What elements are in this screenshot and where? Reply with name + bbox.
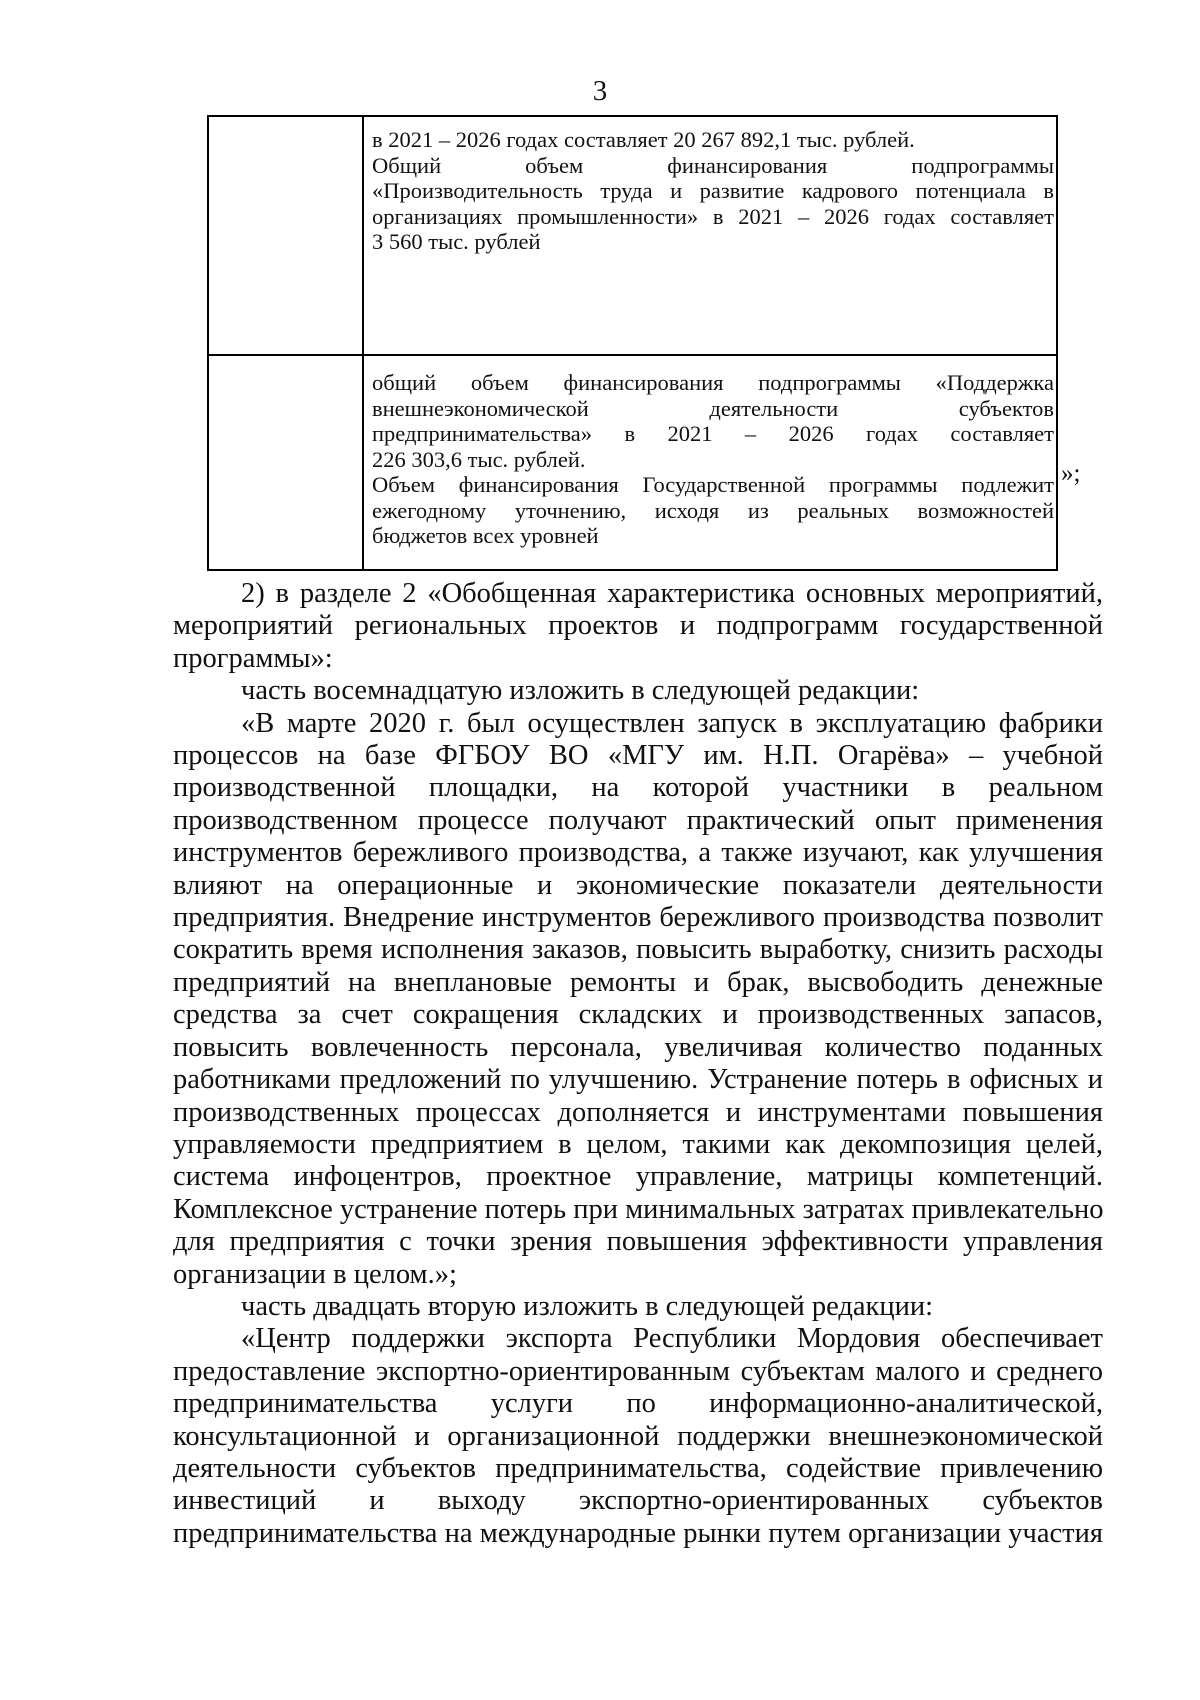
table-column-divider	[362, 115, 364, 571]
paragraph-line: мероприятий региональных проектов и подпрограмм государственной	[173, 610, 1103, 642]
paragraph-line: предпринимательства на международные рынки путем организации участия	[173, 1517, 1103, 1549]
paragraph-line: повысить вовлеченность персонала, увеличивая количество поданных	[173, 1031, 1103, 1063]
document-body	[173, 578, 1103, 1550]
paragraph-line: часть двадцать вторую изложить в следующей редакции:	[241, 1290, 934, 1322]
paragraph-line: предоставление экспортно-ориентированным субъектам малого и среднего	[173, 1355, 1103, 1387]
paragraph-line: Комплексное устранение потерь при минимальных затратах привлекательно	[173, 1193, 1104, 1225]
paragraph-line: процессов на базе ФГБОУ ВО «МГУ им. Н.П. Огарёва» – учебной	[173, 740, 1103, 772]
paragraph-line: сократить время исполнения заказов, повысить выработку, снизить расходы	[173, 934, 1103, 966]
paragraph-line: организации в целом.»;	[173, 1258, 457, 1290]
paragraph-line: средства за счет сокращения складских и производственных запасов,	[173, 999, 1103, 1031]
page-number: 3	[592, 75, 608, 107]
paragraph-line: предприятия. Внедрение инструментов бережливого производства позволит	[173, 902, 1103, 934]
table-row-1-line: в 2021 – 2026 годах составляет 20 267 892,1 тыс. рублей.	[372, 127, 915, 152]
table-right-border	[1056, 115, 1058, 571]
paragraph-line: «В марте 2020 г. был осуществлен запуск в эксплуатацию фабрики	[241, 707, 1103, 739]
table-row-divider	[207, 354, 1058, 356]
table-row-2-line: бюджетов всех уровней	[372, 523, 599, 548]
table-row-1-line: «Производительность труда и развитие кадрового потенциала в	[372, 178, 1054, 203]
paragraph-line: работниками предложений по улучшению. Устранение потерь в офисных и	[173, 1064, 1103, 1096]
table-row-2-line: ежегодному уточнению, исходя из реальных возможностей	[372, 497, 1054, 523]
paragraph-line: для предприятия с точки зрения повышения эффективности управления	[173, 1226, 1103, 1258]
table-row-2-line: общий объем финансирования подпрограммы «Поддержка	[372, 370, 1054, 395]
paragraph-line: часть восемнадцатую изложить в следующей редакции:	[241, 675, 920, 707]
paragraph-line: производственной площадки, на которой участники в реальном	[173, 772, 1103, 804]
table-left-border	[207, 115, 209, 571]
table-row-2-line: Объем финансирования Государственной программы подлежит	[372, 472, 1054, 497]
paragraph-line: производственных процессах дополняется и инструментами повышения	[173, 1096, 1103, 1128]
table-row-1-text	[372, 127, 1054, 255]
table-row-2-line: 226 303,6 тыс. рублей.	[372, 446, 586, 472]
table-row-2-line: предпринимательства» в 2021 – 2026 годах составляет	[372, 421, 1054, 446]
table-row-2-line: внешнеэкономической деятельности субъектов	[372, 395, 1054, 421]
table-bottom-border	[207, 569, 1058, 571]
table-row-1-line: Общий объем финансирования подпрограммы	[372, 152, 1054, 178]
paragraph-line: инструментов бережливого производства, а также изучают, как улучшения	[173, 837, 1103, 869]
table-row-1-line: организациях промышленности» в 2021 – 2026 годах составляет	[372, 203, 1054, 229]
paragraph-line: «Центр поддержки экспорта Республики Мордовия обеспечивает	[241, 1323, 1103, 1355]
paragraph-line: консультационной и организационной поддержки внешнеэкономической	[173, 1420, 1103, 1452]
paragraph-line: инвестиций и выходу экспортно-ориентированных субъектов	[173, 1485, 1103, 1517]
table-closing-quote: »;	[1061, 460, 1081, 487]
paragraph-line: система инфоцентров, проектное управление, матрицы компетенций.	[173, 1161, 1103, 1193]
paragraph-line: производственном процессе получают практический опыт применения	[173, 804, 1103, 836]
table-row-2-text	[372, 370, 1054, 549]
paragraph-line: предприятий на внеплановые ремонты и брак, высвободить денежные	[173, 966, 1103, 998]
paragraph-line: деятельности субъектов предпринимательства, содействие привлечению	[173, 1452, 1103, 1484]
paragraph-line: 2) в разделе 2 «Обобщенная характеристика основных мероприятий,	[241, 578, 1103, 609]
paragraph-line: влияют на операционные и экономические показатели деятельности	[173, 869, 1103, 901]
table-row-1-line: 3 560 тыс. рублей	[372, 229, 541, 254]
paragraph-line: предпринимательства услуги по информационно-аналитической,	[173, 1388, 1103, 1420]
table-top-border	[207, 115, 1058, 117]
paragraph-line: программы»:	[173, 642, 333, 674]
paragraph-line: управляемости предприятием в целом, такими как декомпозиция целей,	[173, 1128, 1103, 1160]
